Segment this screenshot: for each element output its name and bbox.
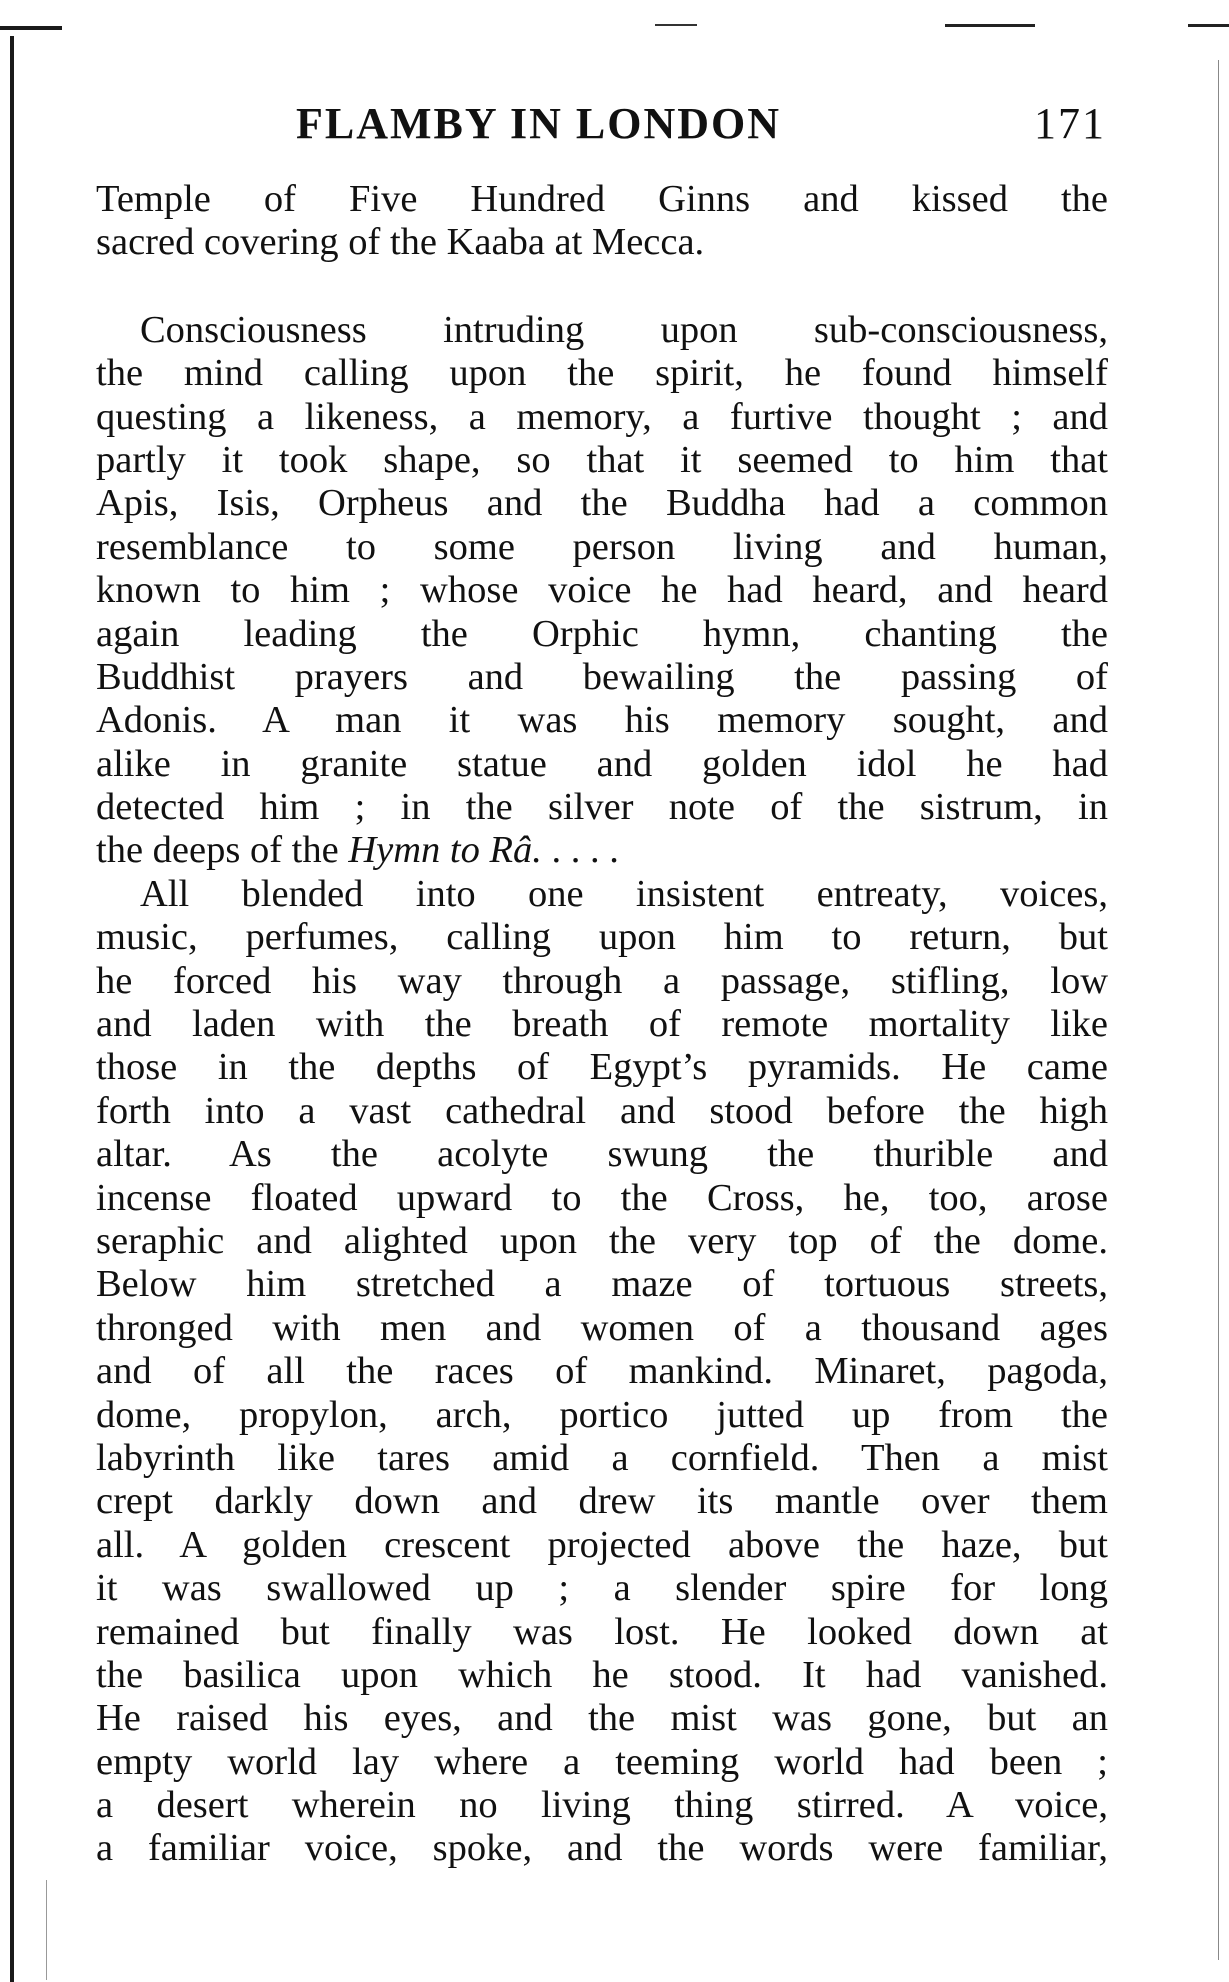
text-line: it was swallowed up ; a slender spire for long xyxy=(96,1567,1108,1610)
page-edge-line xyxy=(46,1880,47,1980)
page-gutter-line xyxy=(10,36,14,1982)
text-line: sacred covering of the Kaaba at Mecca. xyxy=(96,221,705,264)
running-title: FLAMBY IN LONDON xyxy=(296,99,782,148)
text-line: the basilica upon which he stood. It had vanished. xyxy=(96,1653,1108,1696)
text-line: Temple of Five Hundred Ginns and kissed the xyxy=(96,178,1108,220)
text-line: all. A golden crescent projected above the haze, but xyxy=(96,1523,1108,1566)
text-line xyxy=(96,829,1108,872)
text-line: forth into a vast cathedral and stood before the high xyxy=(96,1089,1108,1132)
ellipsis: . . . . xyxy=(541,829,619,872)
text-line: detected him ; in the silver note of the sistrum, in xyxy=(96,786,1108,829)
text-line: music, perfumes, calling upon him to return, but xyxy=(96,916,1108,959)
scan-edge-mark xyxy=(1188,24,1229,27)
text-line: and of all the races of mankind. Minaret, pagoda, xyxy=(96,1350,1108,1393)
text-line: a familiar voice, spoke, and the words were familiar, xyxy=(96,1827,1108,1870)
paragraph xyxy=(96,178,1108,265)
paragraph xyxy=(96,309,1108,873)
text-line: a desert wherein no living thing stirred. A voice, xyxy=(96,1784,1108,1827)
text-line: incense floated upward to the Cross, he, too, arose xyxy=(96,1176,1108,1219)
text-line: and laden with the breath of remote mortality like xyxy=(96,1003,1108,1046)
hymn-title: Hymn to Râ. xyxy=(348,829,542,872)
page-header xyxy=(296,98,1106,158)
text-line: He raised his eyes, and the mist was gone, but an xyxy=(96,1697,1108,1740)
text-line: thronged with men and women of a thousand ages xyxy=(96,1306,1108,1349)
text-line: All blended into one insistent entreaty, voices, xyxy=(140,872,1108,915)
page-edge-line xyxy=(1218,60,1219,1960)
text-fragment: the deeps of the xyxy=(96,829,349,872)
text-line: dome, propylon, arch, portico jutted up from the xyxy=(96,1393,1108,1436)
text-line: the mind calling upon the spirit, he found himself xyxy=(96,352,1108,395)
text-line: Below him stretched a maze of tortuous streets, xyxy=(96,1263,1108,1306)
text-line: seraphic and alighted upon the very top of the dome. xyxy=(96,1219,1108,1262)
body-text xyxy=(96,178,1108,1871)
text-line: known to him ; whose voice he had heard, and heard xyxy=(96,569,1108,612)
text-line: Buddhist prayers and bewailing the passing of xyxy=(96,655,1108,698)
scan-edge-mark xyxy=(945,24,1035,27)
paragraph xyxy=(96,873,1108,1871)
text-line: again leading the Orphic hymn, chanting the xyxy=(96,612,1108,655)
text-line: Consciousness intruding upon sub-consciousness, xyxy=(140,308,1108,351)
text-line: questing a likeness, a memory, a furtive thought ; and xyxy=(96,395,1108,438)
scan-edge-mark xyxy=(655,24,697,26)
scan-edge-mark xyxy=(0,26,62,30)
text-line: crept darkly down and drew its mantle over them xyxy=(96,1480,1108,1523)
text-line: Apis, Isis, Orpheus and the Buddha had a common xyxy=(96,482,1108,525)
text-line: altar. As the acolyte swung the thurible and xyxy=(96,1133,1108,1176)
text-line: partly it took shape, so that it seemed to him that xyxy=(96,438,1108,481)
text-line: empty world lay where a teeming world had been ; xyxy=(96,1740,1108,1783)
text-line: labyrinth like tares amid a cornfield. Then a mist xyxy=(96,1436,1108,1479)
text-line: he forced his way through a passage, stifling, low xyxy=(96,959,1108,1002)
text-line: alike in granite statue and golden idol he had xyxy=(96,742,1108,785)
text-line: remained but finally was lost. He looked down at xyxy=(96,1610,1108,1653)
text-line: resemblance to some person living and human, xyxy=(96,525,1108,568)
page-number: 171 xyxy=(1034,99,1106,148)
text-line: Adonis. A man it was his memory sought, and xyxy=(96,699,1108,742)
text-line: those in the depths of Egypt’s pyramids. He came xyxy=(96,1046,1108,1089)
